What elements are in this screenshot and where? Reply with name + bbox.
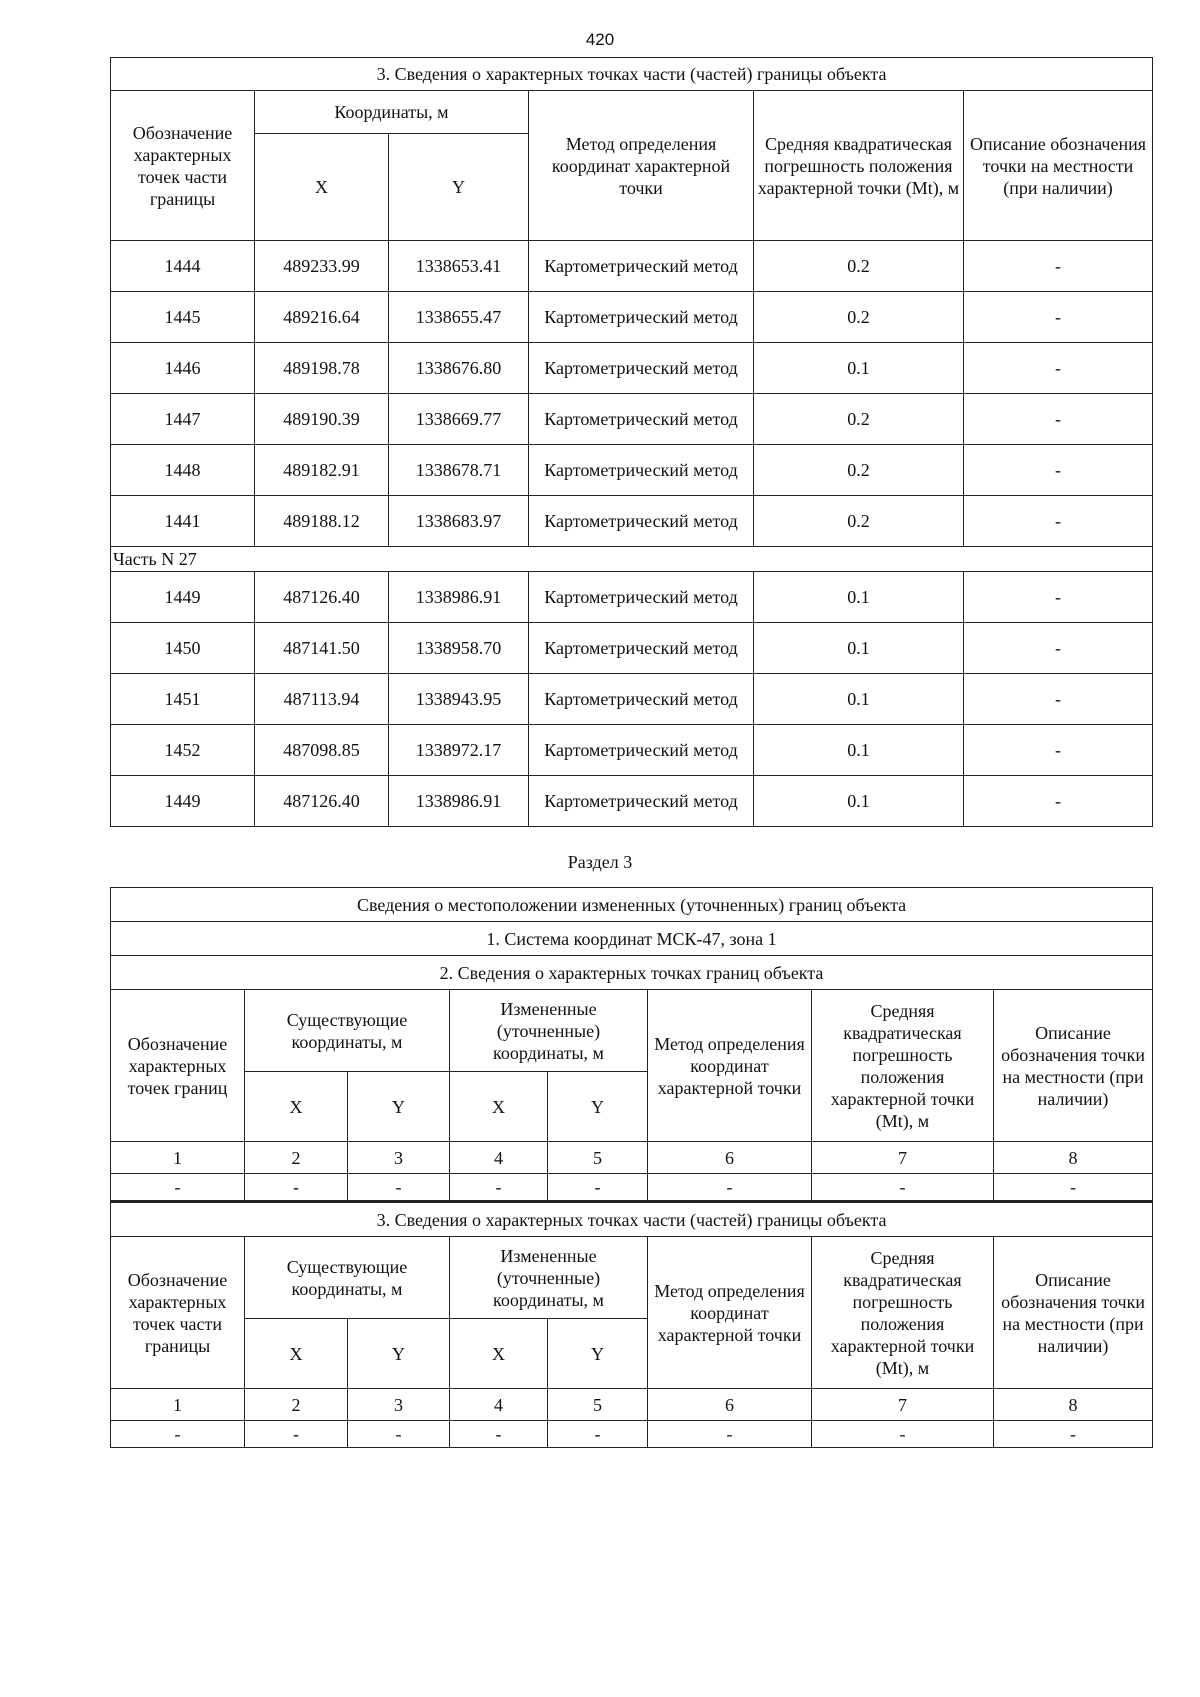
- column-number: 7: [812, 1389, 994, 1421]
- table-row: [111, 623, 1153, 674]
- bottom-table-title: Сведения о местоположении измененных (уточненных) границ объекта: [111, 888, 1153, 922]
- column-number: 5: [548, 1389, 648, 1421]
- y-coordinate-cell: 1338943.95: [389, 674, 529, 725]
- header-description: Описание обозначения точки на местности (при наличии): [994, 990, 1153, 1142]
- x-coordinate-cell: 489188.12: [255, 496, 389, 547]
- header-changed-x: X: [450, 1319, 548, 1389]
- header-changed-coords: Измененные (уточненные) координаты, м: [450, 1237, 648, 1319]
- table-row: [111, 572, 1153, 623]
- characteristic-points-table: [110, 57, 1153, 827]
- column-number: 1: [111, 1142, 245, 1174]
- y-coordinate-cell: 1338683.97: [389, 496, 529, 547]
- page-number: 420: [585, 30, 615, 49]
- error-cell: 0.1: [754, 343, 964, 394]
- header-method: Метод определения координат характерной точки: [529, 91, 754, 241]
- x-coordinate-cell: 487126.40: [255, 572, 389, 623]
- header-method: Метод определения координат характерной точки: [648, 990, 812, 1142]
- subsection-3-title: 3. Сведения о характерных точках части (частей) границы объекта: [111, 1202, 1153, 1237]
- header-existing-x: X: [245, 1319, 348, 1389]
- column-numbers-row: [111, 1389, 1153, 1421]
- column-number: 6: [648, 1389, 812, 1421]
- column-number: 1: [111, 1389, 245, 1421]
- description-cell: -: [964, 445, 1153, 496]
- column-number: 4: [450, 1142, 548, 1174]
- y-coordinate-cell: 1338972.17: [389, 725, 529, 776]
- table-row: [111, 394, 1153, 445]
- y-coordinate-cell: 1338958.70: [389, 623, 529, 674]
- point-id-cell: 1445: [111, 292, 255, 343]
- method-cell: Картометрический метод: [529, 725, 754, 776]
- header-designation-bounds: Обозначение характерных точек границ: [111, 990, 245, 1142]
- description-cell: -: [964, 674, 1153, 725]
- header-changed-x: X: [450, 1072, 548, 1142]
- error-cell: 0.2: [754, 394, 964, 445]
- method-cell: Картометрический метод: [529, 394, 754, 445]
- header-existing-coords: Существующие координаты, м: [245, 1237, 450, 1319]
- header-description: Описание обозначения точки на местности (при наличии): [994, 1237, 1153, 1389]
- empty-cell: -: [812, 1421, 994, 1448]
- header-error: Средняя квадратическая погрешность положения характерной точки (Mt), м: [812, 990, 994, 1142]
- column-number: 7: [812, 1142, 994, 1174]
- empty-cell: -: [812, 1174, 994, 1202]
- header-coordinates: Координаты, м: [255, 91, 529, 134]
- method-cell: Картометрический метод: [529, 343, 754, 394]
- description-cell: -: [964, 725, 1153, 776]
- empty-row: [111, 1421, 1153, 1448]
- error-cell: 0.1: [754, 674, 964, 725]
- empty-cell: -: [245, 1174, 348, 1202]
- point-id-cell: 1444: [111, 241, 255, 292]
- method-cell: Картометрический метод: [529, 674, 754, 725]
- header-designation: Обозначение характерных точек части границы: [111, 91, 255, 241]
- description-cell: -: [964, 496, 1153, 547]
- description-cell: -: [964, 394, 1153, 445]
- empty-cell: -: [450, 1174, 548, 1202]
- point-id-cell: 1450: [111, 623, 255, 674]
- x-coordinate-cell: 489198.78: [255, 343, 389, 394]
- header-description: Описание обозначения точки на местности (при наличии): [964, 91, 1153, 241]
- header-method: Метод определения координат характерной точки: [648, 1237, 812, 1389]
- point-id-cell: 1447: [111, 394, 255, 445]
- table-row: [111, 674, 1153, 725]
- coord-system-title: 1. Система координат МСК-47, зона 1: [111, 922, 1153, 956]
- y-coordinate-cell: 1338669.77: [389, 394, 529, 445]
- error-cell: 0.2: [754, 445, 964, 496]
- x-coordinate-cell: 487141.50: [255, 623, 389, 674]
- description-cell: -: [964, 343, 1153, 394]
- error-cell: 0.1: [754, 776, 964, 827]
- method-cell: Картометрический метод: [529, 292, 754, 343]
- header-error: Средняя квадратическая погрешность положения характерной точки (Mt), м: [812, 1237, 994, 1389]
- table-row: [111, 496, 1153, 547]
- column-number: 2: [245, 1389, 348, 1421]
- header-existing-y: Y: [348, 1319, 450, 1389]
- method-cell: Картометрический метод: [529, 496, 754, 547]
- point-id-cell: 1449: [111, 572, 255, 623]
- point-id-cell: 1448: [111, 445, 255, 496]
- point-id-cell: 1451: [111, 674, 255, 725]
- empty-cell: -: [994, 1174, 1153, 1202]
- error-cell: 0.2: [754, 292, 964, 343]
- empty-cell: -: [548, 1174, 648, 1202]
- empty-cell: -: [111, 1174, 245, 1202]
- table-row: [111, 292, 1153, 343]
- column-number: 5: [548, 1142, 648, 1174]
- x-coordinate-cell: 489216.64: [255, 292, 389, 343]
- table-row: [111, 241, 1153, 292]
- y-coordinate-cell: 1338678.71: [389, 445, 529, 496]
- header-designation-part: Обозначение характерных точек части границы: [111, 1237, 245, 1389]
- method-cell: Картометрический метод: [529, 572, 754, 623]
- description-cell: -: [964, 623, 1153, 674]
- x-coordinate-cell: 487098.85: [255, 725, 389, 776]
- y-coordinate-cell: 1338655.47: [389, 292, 529, 343]
- method-cell: Картометрический метод: [529, 445, 754, 496]
- description-cell: -: [964, 776, 1153, 827]
- x-coordinate-cell: 487113.94: [255, 674, 389, 725]
- column-number: 8: [994, 1142, 1153, 1174]
- empty-cell: -: [245, 1421, 348, 1448]
- point-id-cell: 1441: [111, 496, 255, 547]
- error-cell: 0.2: [754, 241, 964, 292]
- section-heading: Раздел 3: [567, 852, 633, 872]
- point-id-cell: 1446: [111, 343, 255, 394]
- table-row: [111, 445, 1153, 496]
- header-error: Средняя квадратическая погрешность положения характерной точки (Mt), м: [754, 91, 964, 241]
- table-row: [111, 776, 1153, 827]
- header-y: Y: [389, 134, 529, 241]
- y-coordinate-cell: 1338653.41: [389, 241, 529, 292]
- x-coordinate-cell: 489182.91: [255, 445, 389, 496]
- error-cell: 0.1: [754, 623, 964, 674]
- empty-cell: -: [994, 1421, 1153, 1448]
- changed-boundaries-table: [110, 887, 1153, 1448]
- header-changed-y: Y: [548, 1072, 648, 1142]
- column-number: 3: [348, 1389, 450, 1421]
- header-existing-y: Y: [348, 1072, 450, 1142]
- method-cell: Картометрический метод: [529, 241, 754, 292]
- description-cell: -: [964, 572, 1153, 623]
- x-coordinate-cell: 487126.40: [255, 776, 389, 827]
- header-changed-coords: Измененные (уточненные) координаты, м: [450, 990, 648, 1072]
- error-cell: 0.1: [754, 572, 964, 623]
- point-id-cell: 1452: [111, 725, 255, 776]
- empty-cell: -: [348, 1421, 450, 1448]
- header-changed-y: Y: [548, 1319, 648, 1389]
- empty-cell: -: [548, 1421, 648, 1448]
- description-cell: -: [964, 292, 1153, 343]
- description-cell: -: [964, 241, 1153, 292]
- part-label: Часть N 27: [111, 547, 1153, 572]
- x-coordinate-cell: 489190.39: [255, 394, 389, 445]
- point-id-cell: 1449: [111, 776, 255, 827]
- y-coordinate-cell: 1338986.91: [389, 776, 529, 827]
- header-existing-coords: Существующие координаты, м: [245, 990, 450, 1072]
- header-x: X: [255, 134, 389, 241]
- table-title: 3. Сведения о характерных точках части (частей) границы объекта: [111, 58, 1153, 91]
- method-cell: Картометрический метод: [529, 776, 754, 827]
- table-row: [111, 725, 1153, 776]
- subsection-2-title: 2. Сведения о характерных точках границ объекта: [111, 956, 1153, 990]
- column-numbers-row: [111, 1142, 1153, 1174]
- empty-row: [111, 1174, 1153, 1202]
- empty-cell: -: [348, 1174, 450, 1202]
- header-existing-x: X: [245, 1072, 348, 1142]
- empty-cell: -: [111, 1421, 245, 1448]
- empty-cell: -: [648, 1421, 812, 1448]
- empty-cell: -: [450, 1421, 548, 1448]
- column-number: 3: [348, 1142, 450, 1174]
- method-cell: Картометрический метод: [529, 623, 754, 674]
- column-number: 4: [450, 1389, 548, 1421]
- error-cell: 0.2: [754, 496, 964, 547]
- x-coordinate-cell: 489233.99: [255, 241, 389, 292]
- y-coordinate-cell: 1338986.91: [389, 572, 529, 623]
- column-number: 2: [245, 1142, 348, 1174]
- column-number: 8: [994, 1389, 1153, 1421]
- table-row: [111, 343, 1153, 394]
- error-cell: 0.1: [754, 725, 964, 776]
- column-number: 6: [648, 1142, 812, 1174]
- y-coordinate-cell: 1338676.80: [389, 343, 529, 394]
- empty-cell: -: [648, 1174, 812, 1202]
